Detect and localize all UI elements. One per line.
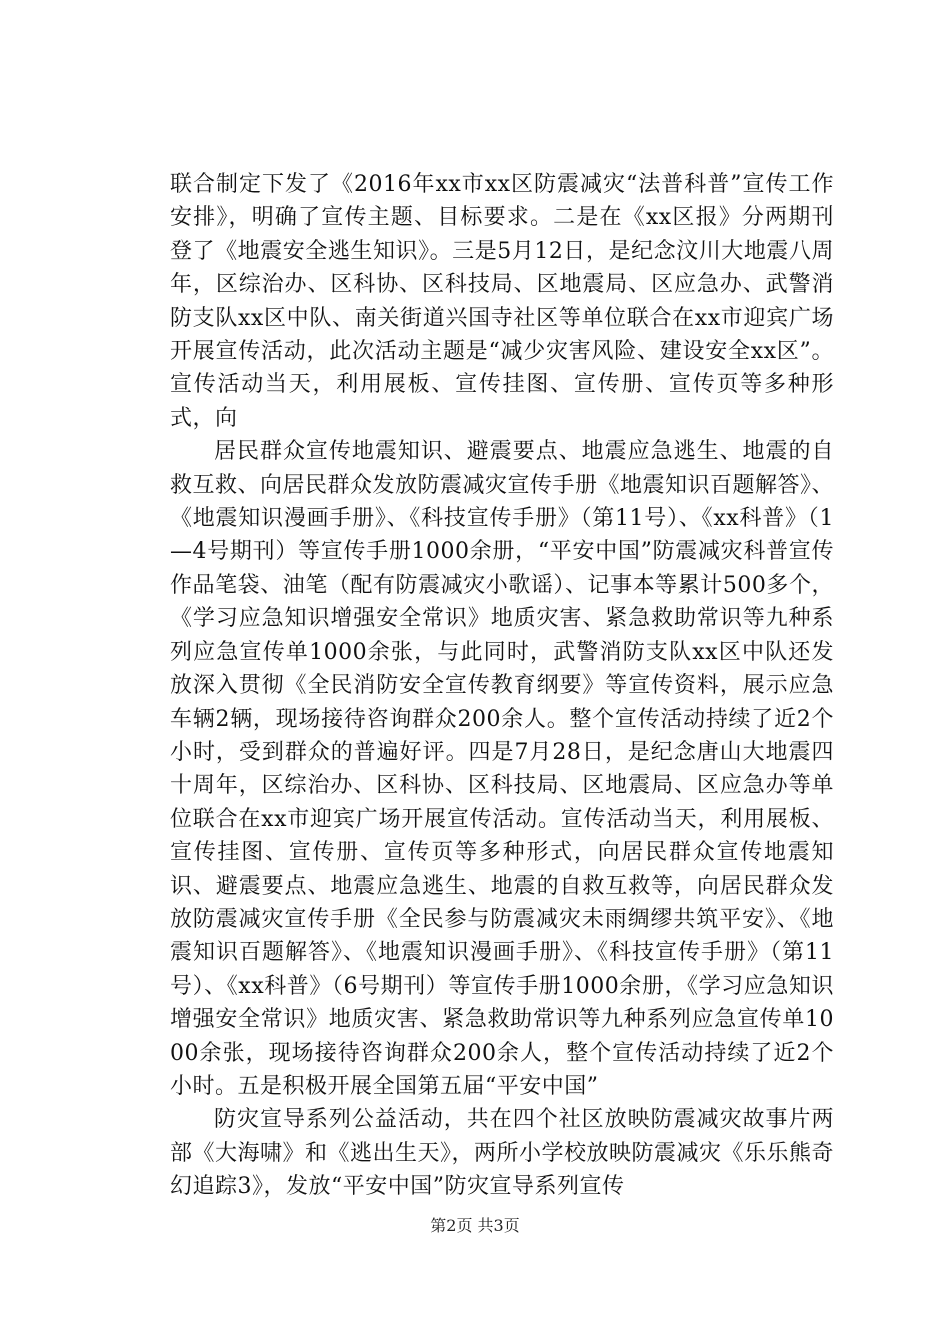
paragraph-1: 联合制定下发了《2016年xx市xx区防震减灾“法普科普”宣传工作安排》，明确了宣传主题、目标要求。二是在《xx区报》分两期刊登了《地震安全逃生知识》。三是5月12日，是纪念汶川大地震八周年，区综治办、区科协、区科技局、区地震局、区应急办、武警消防支队xx区中队、南关街道兴国寺社区等单位联合在xx市迎宾广场开展宣传活动，此次活动主题是“减少灾害风险、建设安全xx区”。宣传活动当天，利用展板、宣传挂图、宣传册、宣传页等多种形式，向 <box>170 172 834 431</box>
paragraph-3: 防灾宣导系列公益活动，共在四个社区放映防震减灾故事片两部《大海啸》和《逃出生天》，两所小学校放映防震减灾《乐乐熊奇幻追踪3》，发放“平安中国”防灾宣导系列宣传 <box>170 1107 835 1200</box>
document-body <box>170 168 834 1204</box>
page-number-label: 第2页 共3页 <box>430 1216 520 1235</box>
page-footer <box>0 1216 950 1236</box>
paragraph-2: 居民群众宣传地震知识、避震要点、地震应急逃生、地震的自救互救、向居民群众发放防震减灾宣传手册《地震知识百题解答》、《地震知识漫画手册》、《科技宣传手册》（第11号）、《xx科普》（1—4号期刊）等宣传手册1000余册，“平安中国”防震减灾科普宣传作品笔袋、油笔（配有防震减灾小歌谣）、记事本等累计500多个，《学习应急知识增强安全常识》地质灾害、紧急救助常识等九种系列应急宣传单1000余张，与此同时，武警消防支队xx区中队还发放深入贯彻《全民消防安全宣传教育纲要》等宣传资料，展示应急车辆2辆，现场接待咨询群众200余人。整个宣传活动持续了近2个小时，受到群众的普遍好评。四是7月28日，是纪念唐山大地震四十周年，区综治办、区科协、区科技局、区地震局、区应急办等单位联合在xx市迎宾广场开展宣传活动。宣传活动当天，利用展板、宣传挂图、宣传册、宣传页等多种形式，向居民群众宣传地震知识、避震要点、地震应急逃生、地震的自救互救等，向居民群众发放防震减灾宣传手册《全民参与防震减灾未雨绸缪共筑平安》、《地震知识百题解答》、《地震知识漫画手册》、《科技宣传手册》（第11号）、《xx科普》（6号期刊）等宣传手册1000余册，《学习应急知识增强安全常识》地质灾害、紧急救助常识等九种系列应急宣传单1000余张，现场接待咨询群众200余人，整个宣传活动持续了近2个小时。五是积极开展全国第五届“平安中国” <box>170 439 835 1099</box>
